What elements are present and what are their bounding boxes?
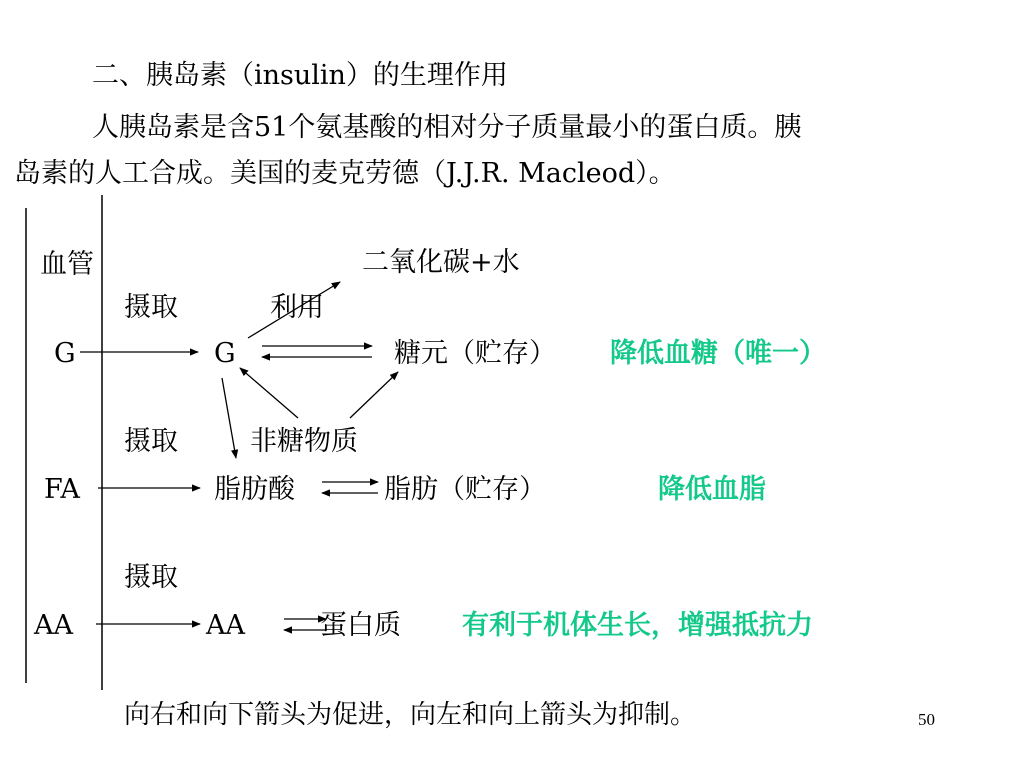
uptake-label-aa: 摄取: [124, 562, 178, 593]
page-number: 50: [918, 710, 935, 729]
utilize-label: 利用: [270, 292, 324, 323]
intro-line-1: 人胰岛素是含51个氨基酸的相对分子质量最小的蛋白质。胰: [92, 112, 802, 143]
uptake-label-g: 摄取: [124, 292, 178, 323]
effect-growth: 有利于机体生长，增强抵抗力: [462, 610, 813, 641]
co2-water-label: 二氧化碳+水: [362, 247, 520, 278]
footnote: 向右和向下箭头为促进，向左和向上箭头为抑制。: [124, 700, 697, 730]
fa-left-label: FA: [44, 474, 80, 505]
nonsugar-to-glycogen-arrow: [350, 372, 398, 418]
effect-lower-lipid: 降低血脂: [658, 474, 766, 505]
glycogen-label: 糖元（贮存）: [394, 338, 556, 369]
nonsugar-to-g-arrow: [240, 368, 298, 418]
fatty-acid-label: 脂肪酸: [214, 474, 295, 505]
aa-left-label: AA: [34, 610, 73, 641]
aa-mid-label: AA: [206, 610, 245, 641]
g-to-fatty-acid-arrow: [222, 378, 236, 458]
uptake-label-fa: 摄取: [124, 426, 178, 457]
blood-vessel-label: 血管: [40, 249, 94, 280]
fat-label: 脂肪（贮存）: [384, 474, 546, 505]
g-left-label: G: [54, 338, 76, 369]
heading: 二、胰岛素（insulin）的生理作用: [92, 60, 508, 91]
effect-lower-glucose: 降低血糖（唯一）: [610, 338, 826, 369]
protein-label: 蛋白质: [320, 610, 401, 641]
intro-line-2: 岛素的人工合成。美国的麦克劳德（J.J.R. Macleod）。: [14, 158, 676, 189]
non-sugar-label: 非糖物质: [250, 426, 358, 457]
g-mid-label: G: [214, 338, 236, 369]
